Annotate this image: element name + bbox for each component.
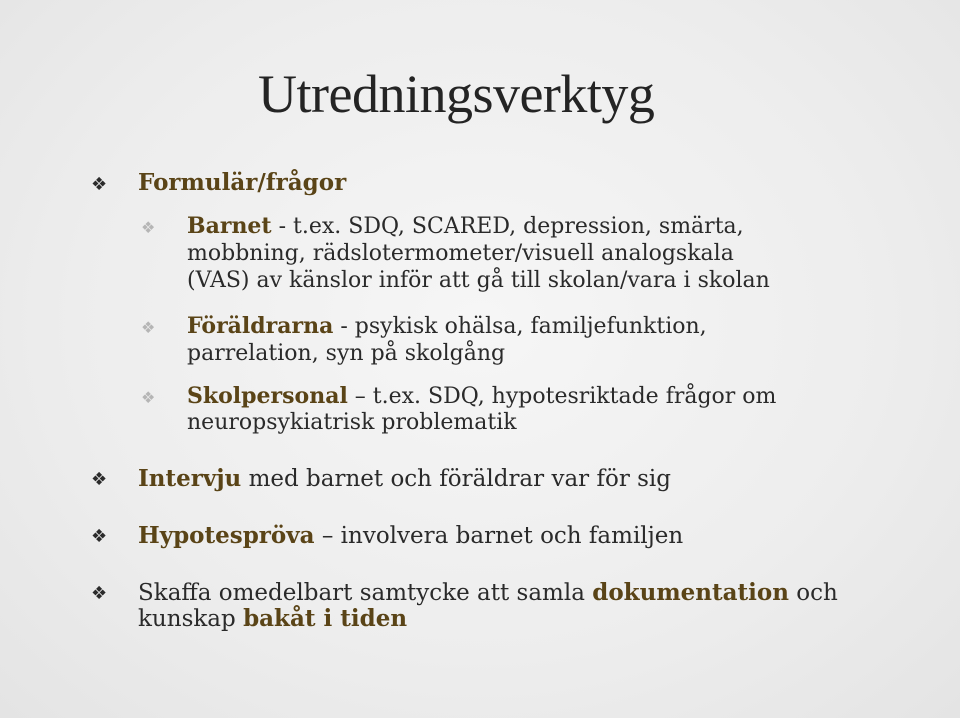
sub-bullet-skolpersonal-text: – t.ex. SDQ, hypotesriktade frågor om (347, 384, 777, 409)
bullet-skaffa-text-end: och (788, 580, 838, 606)
diamond-sub-bullet-icon: ❖ (141, 318, 156, 337)
bullet-skaffa-line2 (138, 606, 407, 632)
sub-bullet-skolpersonal-line2: neuropsykiatrisk problematik (187, 410, 517, 435)
bullet-hypotes-label: Hypotespröva (138, 522, 315, 549)
bullet-skaffa-line2-start: kunskap (138, 606, 244, 632)
sub-bullet-barnet (187, 214, 744, 239)
bullet-skaffa-bold-bakat: bakåt i tiden (243, 605, 408, 632)
sub-bullet-skolpersonal (187, 384, 776, 409)
bullet-intervju-label: Intervju (138, 465, 242, 492)
sub-bullet-foraldrarna-line2: parrelation, syn på skolgång (187, 341, 506, 366)
sub-bullet-skolpersonal-label: Skolpersonal (187, 383, 348, 409)
bullet-hypotes-text: – involvera barnet och familjen (314, 523, 684, 549)
bullet-intervju-text: med barnet och föräldrar var för sig (241, 466, 672, 492)
sub-bullet-foraldrarna-text: - psykisk ohälsa, familjefunktion, (333, 314, 707, 339)
sub-bullet-foraldrarna (187, 314, 707, 339)
diamond-bullet-icon: ❖ (91, 583, 108, 604)
diamond-bullet-icon: ❖ (91, 469, 108, 490)
bullet-hypotes (138, 523, 683, 549)
diamond-bullet-icon: ❖ (91, 526, 108, 547)
bullet-intervju (138, 466, 671, 492)
diamond-bullet-icon: ❖ (91, 174, 108, 195)
sub-bullet-barnet-line2: mobbning, rädslotermometer/visuell analogskala (187, 241, 734, 266)
sub-bullet-barnet-label: Barnet (187, 213, 272, 239)
sub-bullet-barnet-line3: (VAS) av känslor inför att gå till skolan/vara i skolan (187, 268, 770, 293)
bullet-skaffa-bold-dokumentation: dokumentation (592, 579, 789, 606)
slide-title: Utredningsverktyg (258, 64, 655, 124)
diamond-sub-bullet-icon: ❖ (141, 388, 156, 407)
diamond-sub-bullet-icon: ❖ (141, 218, 156, 237)
sub-bullet-foraldrarna-label: Föräldrarna (187, 313, 334, 339)
bullet-formular-label: Formulär/frågor (138, 169, 347, 196)
bullet-skaffa-line1 (138, 580, 838, 606)
bullet-skaffa-text-start: Skaffa omedelbart samtycke att samla (138, 580, 593, 606)
sub-bullet-barnet-text: - t.ex. SDQ, SCARED, depression, smärta, (271, 214, 744, 239)
